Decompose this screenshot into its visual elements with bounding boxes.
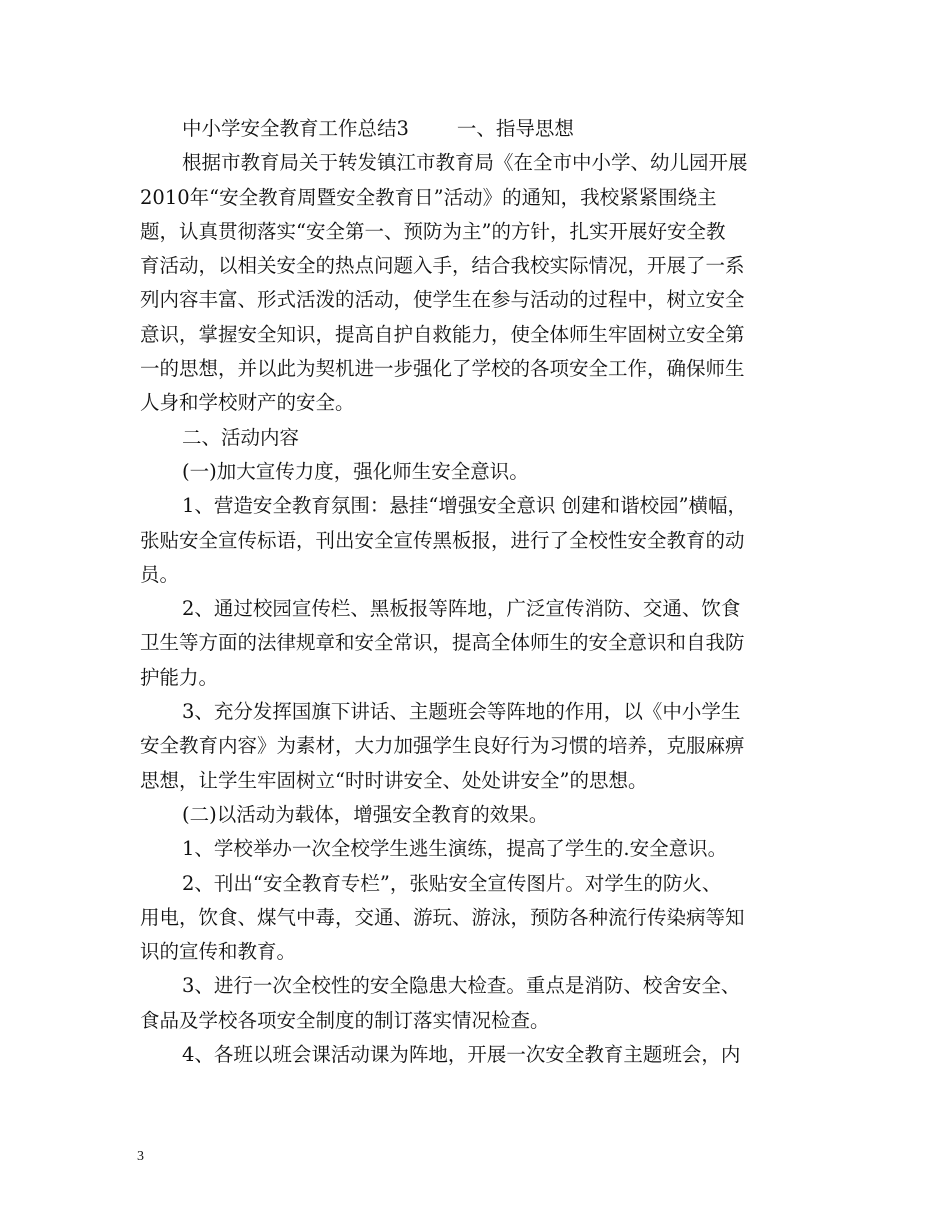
paragraph-line: 根据市教育局关于转发镇江市教育局《在全市中小学、幼儿园开展	[182, 151, 748, 175]
page-number: 3	[137, 1149, 144, 1164]
paragraph-line: 张贴安全宣传标语，刊出安全宣传黑板报，进行了全校性安全教育的动	[140, 528, 745, 552]
paragraph-line: 员。	[140, 562, 180, 586]
paragraph-line: 1、学校举办一次全校学生逃生演练，提高了学生的.安全意识。	[182, 837, 728, 861]
title-line	[140, 112, 812, 146]
document-title: 中小学安全教育工作总结3	[182, 117, 409, 140]
paragraph-line: 1、营造安全教育氛围：悬挂“增强安全意识 创建和谐校园”横幅，	[182, 494, 748, 518]
paragraph-line: 人身和学校财产的安全。	[140, 391, 355, 415]
section-heading: 一、指导思想	[456, 117, 574, 140]
paragraph-line: 用电，饮食、煤气中毒，交通、游玩、游泳，预防各种流行传染病等知	[140, 905, 745, 929]
paragraph-line: 2、通过校园宣传栏、黑板报等阵地，广泛宣传消防、交通、饮食	[182, 597, 741, 621]
paragraph-line: 4、各班以班会课活动课为阵地，开展一次安全教育主题班会，内	[182, 1043, 741, 1067]
paragraph-line: 安全教育内容》为素材，大力加强学生良好行为习惯的培养，克服麻痹	[140, 734, 745, 758]
paragraph-line: 护能力。	[140, 665, 219, 689]
section-heading: 二、活动内容	[182, 425, 300, 449]
paragraph-line: 思想，让学生牢固树立“时时讲安全、处处讲安全”的思想。	[140, 768, 648, 792]
subsection-heading: (一)加大宣传力度，强化师生安全意识。	[182, 459, 529, 483]
paragraph-line: 意识，掌握安全知识，提高自护自救能力，使全体师生牢固树立安全第	[140, 322, 745, 346]
document-body	[140, 112, 812, 1072]
paragraph-line: 题，认真贯彻落实“安全第一、预防为主”的方针，扎实开展好安全教	[140, 219, 726, 243]
paragraph-line: 一的思想，并以此为契机进一步强化了学校的各项安全工作，确保师生	[140, 357, 745, 381]
paragraph-line: 卫生等方面的法律规章和安全常识，提高全体师生的安全意识和自我防	[140, 631, 745, 655]
paragraph-line: 列内容丰富、形式活泼的活动，使学生在参与活动的过程中，树立安全	[140, 288, 745, 312]
paragraph-line: 2010年“安全教育周暨安全教育日”活动》的通知，我校紧紧围绕主	[140, 185, 717, 209]
paragraph-line: 3、充分发挥国旗下讲话、主题班会等阵地的作用，以《中小学生	[182, 700, 741, 724]
subsection-heading: (二)以活动为载体，增强安全教育的效果。	[182, 802, 549, 826]
paragraph-line: 2、刊出“安全教育专栏”，张贴安全宣传图片。对学生的防火、	[182, 871, 722, 895]
paragraph-line: 识的宣传和教育。	[140, 940, 297, 964]
paragraph-line: 3、进行一次全校性的安全隐患大检查。重点是消防、校舍安全、	[182, 974, 741, 998]
paragraph-line: 育活动，以相关安全的热点问题入手，结合我校实际情况，开展了一系	[140, 254, 745, 278]
paragraph-line: 食品及学校各项安全制度的制订落实情况检查。	[140, 1008, 550, 1032]
